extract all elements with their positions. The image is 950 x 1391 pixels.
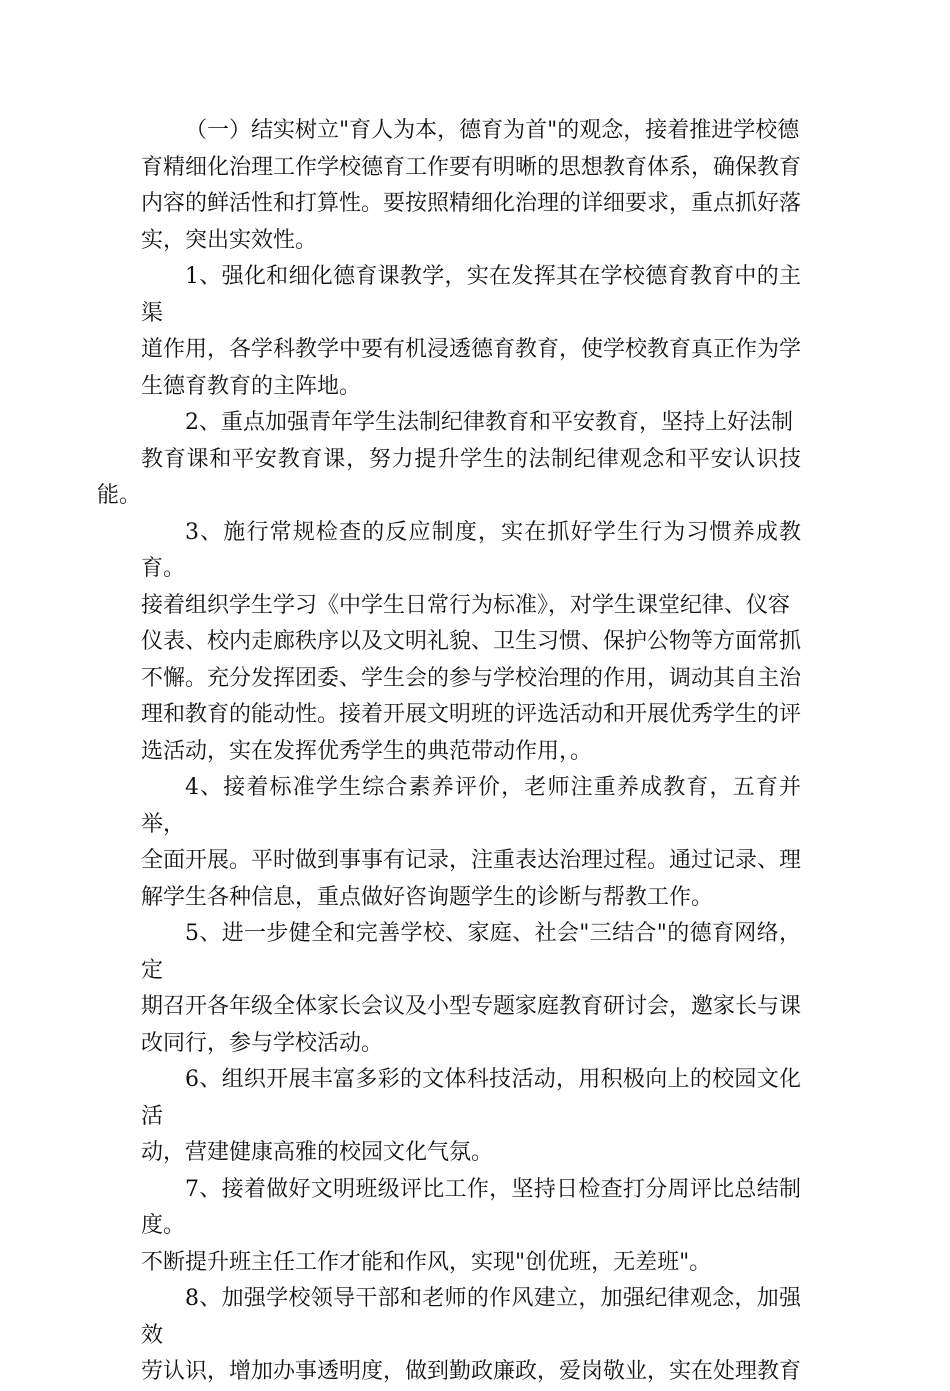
paragraph-1 bbox=[141, 113, 801, 259]
text-line: 接着组织学生学习《中学生日常行为标准》，对学生课堂纪律、仪容 bbox=[141, 592, 791, 618]
text-line: 内容的鲜活性和打算性。要按照精细化治理的详细要求，重点抓好落 bbox=[141, 191, 802, 216]
text-line: 不懈。充分发挥团委、学生会的参与学校治理的作用，调动其自主治 bbox=[141, 665, 802, 691]
text-line: 道作用，各学科教学中要有机浸透德育教育，使学校教育真正作为学 bbox=[141, 337, 802, 362]
paragraph-3 bbox=[97, 405, 801, 515]
text-line: 选活动，实在发挥优秀学生的典范带动作用，。 bbox=[141, 738, 593, 764]
text-line: 仪表、校内走廊秩序以及文明礼貌、卫生习惯、保护公物等方面常抓 bbox=[141, 629, 802, 654]
text-line: 教育课和平安教育课，努力提升学生的法制纪律观念和平安认识技能。 bbox=[97, 446, 801, 508]
paragraph-9 bbox=[141, 1281, 801, 1391]
paragraph-8 bbox=[141, 1172, 801, 1282]
text-line: （一）结实树立"育人为本，德育为首"的观念，接着推进学校德 bbox=[185, 118, 800, 143]
text-line: 劳认识，增加办事透明度，做到勤政廉政，爱岗敬业，实在处理教育 bbox=[141, 1359, 802, 1384]
text-line: 期召开各年级全体家长会议及小型专题家庭教育研讨会，邀家长与课 bbox=[141, 994, 802, 1019]
text-line: 理和教育的能动性。接着开展文明班的评选活动和开展优秀学生的评 bbox=[141, 702, 802, 727]
paragraph-2 bbox=[141, 259, 801, 405]
document-body bbox=[97, 113, 802, 1391]
text-line: 动，营建健康高雅的校园文化气氛。 bbox=[141, 1140, 494, 1165]
text-line: 6、组织开展丰富多彩的文体科技活动，用积极向上的校园文化活 bbox=[141, 1067, 801, 1129]
text-line: 育精细化治理工作学校德育工作要有明晰的思想教育体系，确保教育 bbox=[141, 154, 802, 180]
text-line: 7、接着做好文明班级评比工作，坚持日检查打分周评比总结制度。 bbox=[141, 1176, 801, 1238]
text-line: 3、施行常规检查的反应制度，实在抓好学生行为习惯养成教育。 bbox=[141, 519, 801, 581]
text-line: 不断提升班主任工作才能和作风，实现"创优班，无差班"。 bbox=[141, 1249, 712, 1275]
text-line: 实，突出实效性。 bbox=[141, 227, 318, 253]
text-line: 改同行，参与学校活动。 bbox=[141, 1030, 384, 1056]
text-line: 全面开展。平时做到事事有记录，注重表达治理过程。通过记录、理 bbox=[141, 848, 802, 873]
text-line: 生德育教育的主阵地。 bbox=[141, 373, 362, 399]
paragraph-6 bbox=[141, 916, 801, 1062]
paragraph-7 bbox=[141, 1062, 801, 1172]
text-line: 1、强化和细化德育课教学，实在发挥其在学校德育教育中的主渠 bbox=[141, 264, 801, 326]
text-line: 2、重点加强青年学生法制纪律教育和平安教育，坚持上好法制 bbox=[185, 410, 793, 435]
text-line: 5、进一步健全和完善学校、家庭、社会"三结合"的德育网络，定 bbox=[141, 921, 801, 983]
text-line: 解学生各种信息，重点做好咨询题学生的诊断与帮教工作。 bbox=[141, 884, 714, 910]
paragraph-4 bbox=[141, 515, 801, 771]
text-line: 4、接着标准学生综合素养评价，老师注重养成教育，五育并举， bbox=[141, 775, 801, 837]
paragraph-5 bbox=[141, 770, 801, 916]
text-line: 8、加强学校领导干部和老师的作风建立，加强纪律观念，加强效 bbox=[141, 1286, 801, 1348]
